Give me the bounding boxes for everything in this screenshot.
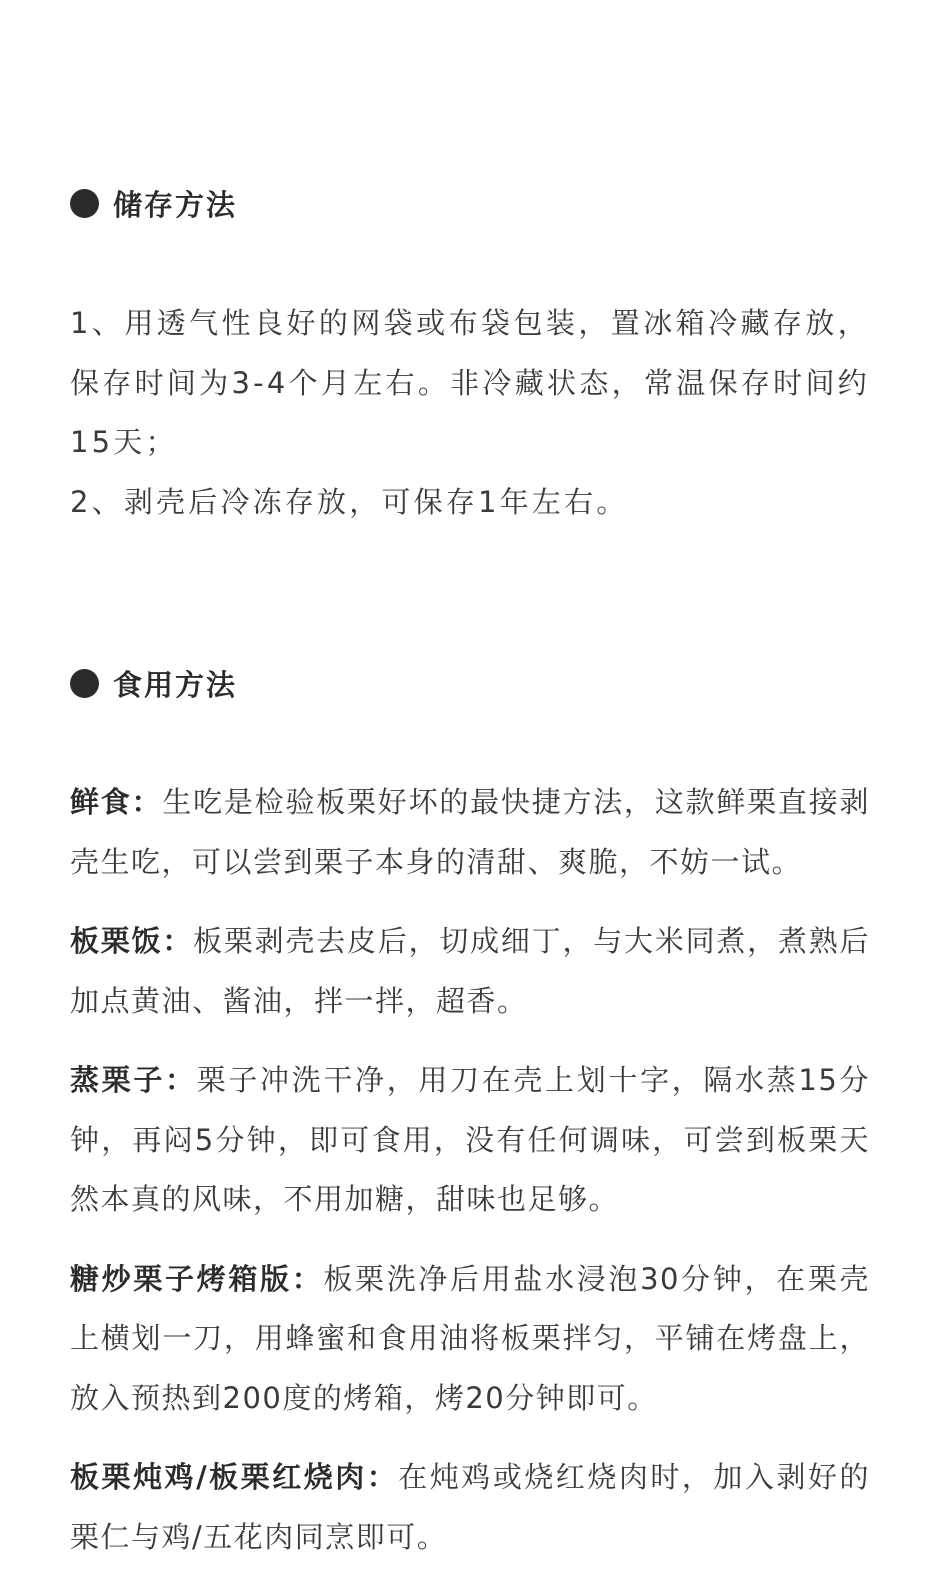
method-steamed	[70, 1051, 870, 1230]
method-text: 栗子冲洗干净，用刀在壳上划十字，隔水蒸15分钟，再闷5分钟，即可食用，没有任何调味，可尝到板栗天然本真的风味，不用加糖，甜味也足够。	[70, 1063, 870, 1216]
method-label: 糖炒栗子烤箱版：	[70, 1261, 324, 1296]
storage-heading-text: 储存方法	[113, 187, 238, 222]
method-oven-roasted	[70, 1250, 870, 1429]
eating-heading-text: 食用方法	[113, 667, 238, 702]
storage-section-heading	[70, 183, 237, 223]
method-stew	[70, 1448, 870, 1567]
method-label: 板栗炖鸡/板栗红烧肉：	[70, 1460, 399, 1494]
method-text: 在炖鸡或烧红烧肉时，加入剥好的栗仁与鸡/五花肉同烹即可。	[70, 1460, 870, 1554]
eating-methods	[70, 773, 870, 1587]
method-label: 鲜食：	[70, 785, 163, 819]
storage-instructions	[70, 294, 870, 532]
method-text: 生吃是检验板栗好坏的最快捷方法，这款鲜栗直接剥壳生吃，可以尝到栗子本身的清甜、爽脆，不妨一试。	[70, 785, 870, 879]
method-text: 板栗洗净后用盐水浸泡30分钟，在栗壳上横划一刀，用蜂蜜和食用油将板栗拌匀，平铺在烤盘上，放入预热到200度的烤箱，烤20分钟即可。	[70, 1261, 870, 1415]
method-text: 板栗剥壳去皮后，切成细丁，与大米同煮，煮熟后加点黄油、酱油，拌一拌，超香。	[70, 924, 870, 1018]
method-label: 板栗饭：	[70, 924, 194, 958]
storage-item: 2、剥壳后冷冻存放，可保存1年左右。	[70, 484, 629, 519]
bullet-dot-icon	[70, 669, 99, 698]
method-label: 蒸栗子：	[70, 1063, 197, 1097]
eating-section-heading	[70, 663, 237, 703]
method-chestnut-rice	[70, 912, 870, 1031]
bullet-dot-icon	[70, 189, 99, 218]
method-fresh	[70, 773, 870, 892]
storage-item: 1、用透气性良好的网袋或布袋包装，置冰箱冷藏存放，保存时间为3-4个月左右。非冷藏状态，常温保存时间约15天；	[70, 306, 870, 459]
